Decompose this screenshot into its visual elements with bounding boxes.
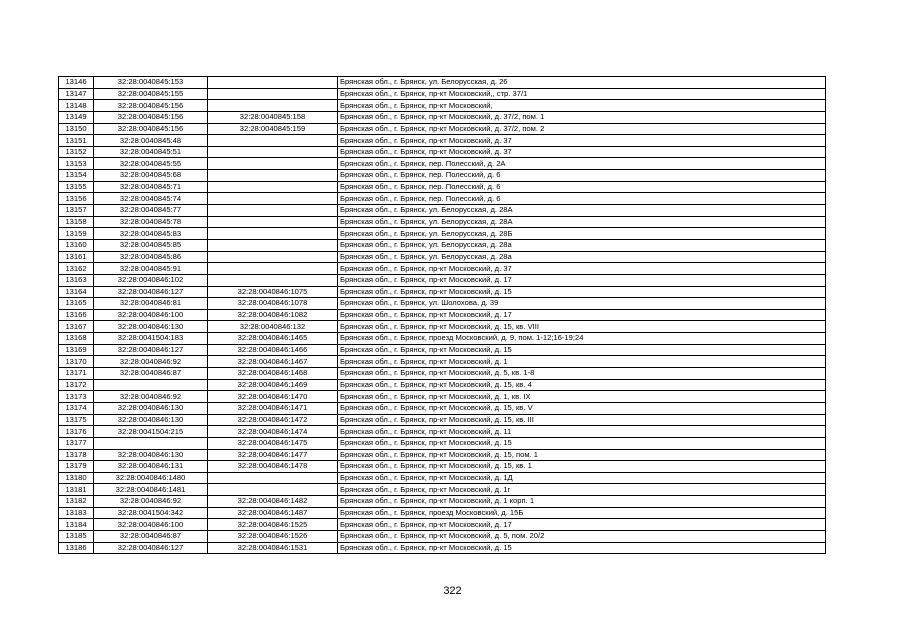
address-cell: Брянская обл., г. Брянск, пр-кт Московский, д. 15, пом. 1 [338, 449, 826, 461]
address-cell: Брянская обл., г. Брянск, пр-кт Московский, д. 37 [338, 263, 826, 275]
row-number-cell: 13159 [59, 228, 94, 240]
object-number-cell [208, 170, 338, 182]
object-number-cell: 32:28:0040846:1478 [208, 461, 338, 473]
object-number-cell: 32:28:0040846:1082 [208, 309, 338, 321]
object-number-cell: 32:28:0040846:1469 [208, 379, 338, 391]
table-row [59, 356, 826, 368]
page-number: 322 [443, 585, 462, 597]
table-row [59, 77, 826, 89]
table-row [59, 158, 826, 170]
parcel-number-cell: 32:28:0040845:83 [94, 228, 208, 240]
parcel-number-cell: 32:28:0040846:100 [94, 519, 208, 531]
object-number-cell: 32:28:0040846:1525 [208, 519, 338, 531]
row-number-cell: 13177 [59, 437, 94, 449]
object-number-cell [208, 77, 338, 89]
table-row [59, 181, 826, 193]
parcel-number-cell: 32:28:0040845:74 [94, 193, 208, 205]
parcel-number-cell: 32:28:0040845:55 [94, 158, 208, 170]
table-row [59, 496, 826, 508]
object-number-cell [208, 263, 338, 275]
table-row [59, 274, 826, 286]
address-cell: Брянская обл., г. Брянск, пр-кт Московский, д. 15, кв. V [338, 402, 826, 414]
object-number-cell [208, 484, 338, 496]
row-number-cell: 13178 [59, 449, 94, 461]
row-number-cell: 13151 [59, 135, 94, 147]
address-cell: Брянская обл., г. Брянск, пр-кт Московский, д. 5, кв. 1-8 [338, 368, 826, 380]
object-number-cell [208, 135, 338, 147]
object-number-cell [208, 88, 338, 100]
object-number-cell [208, 216, 338, 228]
parcel-number-cell: 32:28:0040846:81 [94, 298, 208, 310]
row-number-cell: 13186 [59, 542, 94, 554]
address-cell: Брянская обл., г. Брянск, пр-кт Московский, д. 37 [338, 135, 826, 147]
address-cell: Брянская обл., г. Брянск, ул. Белорусская, д. 28Б [338, 228, 826, 240]
address-cell: Брянская обл., г. Брянск, пр-кт Московский,, стр. 37/1 [338, 88, 826, 100]
row-number-cell: 13167 [59, 321, 94, 333]
table-row [59, 228, 826, 240]
table-row [59, 251, 826, 263]
address-cell: Брянская обл., г. Брянск, пр-кт Московский, д. 17 [338, 309, 826, 321]
table-row [59, 414, 826, 426]
parcel-number-cell: 32:28:0040845:77 [94, 205, 208, 217]
address-cell: Брянская обл., г. Брянск, пр-кт Московский, д. 37/2, пом. 1 [338, 111, 826, 123]
address-cell: Брянская обл., г. Брянск, проезд Московский, д. 9, пом. 1-12;16-19;24 [338, 333, 826, 345]
parcel-number-cell: 32:28:0040845:85 [94, 239, 208, 251]
registry-table [58, 76, 826, 554]
object-number-cell: 32:28:0040846:1078 [208, 298, 338, 310]
row-number-cell: 13173 [59, 391, 94, 403]
parcel-number-cell: 32:28:0040846:127 [94, 286, 208, 298]
address-cell: Брянская обл., г. Брянск, пр-кт Московский, д. 17 [338, 519, 826, 531]
parcel-number-cell: 32:28:0040845:48 [94, 135, 208, 147]
address-cell: Брянская обл., г. Брянск, пр-кт Московский, д. 1 [338, 356, 826, 368]
address-cell: Брянская обл., г. Брянск, пр-кт Московский, д. 5, пом. 20/2 [338, 530, 826, 542]
address-cell: Брянская обл., г. Брянск, пр-кт Московский, д. 15, кв. 1 [338, 461, 826, 473]
parcel-number-cell: 32:28:0040845:78 [94, 216, 208, 228]
row-number-cell: 13182 [59, 496, 94, 508]
parcel-number-cell: 32:28:0040846:87 [94, 368, 208, 380]
table-body [59, 77, 826, 554]
parcel-number-cell [94, 379, 208, 391]
object-number-cell: 32:28:0040846:1468 [208, 368, 338, 380]
address-cell: Брянская обл., г. Брянск, пр-кт Московский, д. 1г [338, 484, 826, 496]
object-number-cell [208, 193, 338, 205]
row-number-cell: 13170 [59, 356, 94, 368]
row-number-cell: 13160 [59, 239, 94, 251]
parcel-number-cell [94, 437, 208, 449]
row-number-cell: 13179 [59, 461, 94, 473]
object-number-cell: 32:28:0040846:1531 [208, 542, 338, 554]
object-number-cell: 32:28:0040846:1470 [208, 391, 338, 403]
address-cell: Брянская обл., г. Брянск, пр-кт Московский, д. 15 [338, 542, 826, 554]
table-row [59, 123, 826, 135]
address-cell: Брянская обл., г. Брянск, ул. Шолохова, д. 39 [338, 298, 826, 310]
parcel-number-cell: 32:28:0040846:92 [94, 391, 208, 403]
parcel-number-cell: 32:28:0041504:183 [94, 333, 208, 345]
address-cell: Брянская обл., г. Брянск, пр-кт Московский, д. 37/2, пом. 2 [338, 123, 826, 135]
row-number-cell: 13148 [59, 100, 94, 112]
row-number-cell: 13181 [59, 484, 94, 496]
object-number-cell: 32:28:0040846:1466 [208, 344, 338, 356]
table-row [59, 472, 826, 484]
row-number-cell: 13146 [59, 77, 94, 89]
table-row [59, 239, 826, 251]
parcel-number-cell: 32:28:0040845:156 [94, 111, 208, 123]
object-number-cell: 32:28:0040846:1467 [208, 356, 338, 368]
table-row [59, 111, 826, 123]
table-row [59, 484, 826, 496]
parcel-number-cell: 32:28:0040846:102 [94, 274, 208, 286]
object-number-cell: 32:28:0040846:1482 [208, 496, 338, 508]
table-row [59, 88, 826, 100]
row-number-cell: 13149 [59, 111, 94, 123]
row-number-cell: 13166 [59, 309, 94, 321]
row-number-cell: 13154 [59, 170, 94, 182]
table-row [59, 135, 826, 147]
object-number-cell [208, 205, 338, 217]
object-number-cell [208, 251, 338, 263]
address-cell: Брянская обл., г. Брянск, пер. Полесский, д. 6 [338, 193, 826, 205]
table-row [59, 402, 826, 414]
object-number-cell: 32:28:0040846:1487 [208, 507, 338, 519]
address-cell: Брянская обл., г. Брянск, пр-кт Московский, д. 15 [338, 286, 826, 298]
row-number-cell: 13174 [59, 402, 94, 414]
row-number-cell: 13169 [59, 344, 94, 356]
address-cell: Брянская обл., г. Брянск, пер. Полесский, д. 6 [338, 181, 826, 193]
table-row [59, 205, 826, 217]
row-number-cell: 13158 [59, 216, 94, 228]
table-row [59, 263, 826, 275]
parcel-number-cell: 32:28:0040845:156 [94, 100, 208, 112]
table-row [59, 449, 826, 461]
address-cell: Брянская обл., г. Брянск, ул. Белорусская, д. 28а [338, 239, 826, 251]
parcel-number-cell: 32:28:0040846:92 [94, 496, 208, 508]
parcel-number-cell: 32:28:0040845:86 [94, 251, 208, 263]
parcel-number-cell: 32:28:0040845:71 [94, 181, 208, 193]
address-cell: Брянская обл., г. Брянск, пр-кт Московский, д. 15 [338, 437, 826, 449]
parcel-number-cell: 32:28:0040846:1481 [94, 484, 208, 496]
row-number-cell: 13152 [59, 146, 94, 158]
table-row [59, 170, 826, 182]
table-row [59, 333, 826, 345]
table-row [59, 530, 826, 542]
row-number-cell: 13172 [59, 379, 94, 391]
row-number-cell: 13183 [59, 507, 94, 519]
table-row [59, 519, 826, 531]
address-cell: Брянская обл., г. Брянск, пр-кт Московский, д. 15 [338, 344, 826, 356]
address-cell: Брянская обл., г. Брянск, пр-кт Московский, д. 37 [338, 146, 826, 158]
row-number-cell: 13157 [59, 205, 94, 217]
table-row [59, 193, 826, 205]
object-number-cell: 32:28:0040846:1075 [208, 286, 338, 298]
object-number-cell [208, 100, 338, 112]
table-row [59, 368, 826, 380]
table-row [59, 507, 826, 519]
parcel-number-cell: 32:28:0041504:215 [94, 426, 208, 438]
object-number-cell: 32:28:0040846:132 [208, 321, 338, 333]
parcel-number-cell: 32:28:0040846:127 [94, 344, 208, 356]
object-number-cell: 32:28:0040846:1477 [208, 449, 338, 461]
parcel-number-cell: 32:28:0040846:131 [94, 461, 208, 473]
parcel-number-cell: 32:28:0040846:130 [94, 321, 208, 333]
address-cell: Брянская обл., г. Брянск, ул. Белорусская, д. 28а [338, 251, 826, 263]
table-row [59, 391, 826, 403]
object-number-cell [208, 228, 338, 240]
address-cell: Брянская обл., г. Брянск, пр-кт Московский, д. 17 [338, 274, 826, 286]
table-row [59, 216, 826, 228]
parcel-number-cell: 32:28:0041504:342 [94, 507, 208, 519]
row-number-cell: 13185 [59, 530, 94, 542]
object-number-cell: 32:28:0040846:1475 [208, 437, 338, 449]
row-number-cell: 13162 [59, 263, 94, 275]
parcel-number-cell: 32:28:0040846:92 [94, 356, 208, 368]
table-row [59, 542, 826, 554]
row-number-cell: 13153 [59, 158, 94, 170]
row-number-cell: 13155 [59, 181, 94, 193]
object-number-cell: 32:28:0040846:1471 [208, 402, 338, 414]
parcel-number-cell: 32:28:0040845:155 [94, 88, 208, 100]
row-number-cell: 13168 [59, 333, 94, 345]
parcel-number-cell: 32:28:0040846:127 [94, 542, 208, 554]
parcel-number-cell: 32:28:0040846:130 [94, 449, 208, 461]
table-row [59, 298, 826, 310]
object-number-cell: 32:28:0040845:158 [208, 111, 338, 123]
table-row [59, 146, 826, 158]
row-number-cell: 13175 [59, 414, 94, 426]
address-cell: Брянская обл., г. Брянск, пр-кт Московский, д. 15, кв. VIII [338, 321, 826, 333]
address-cell: Брянская обл., г. Брянск, пер. Полесский, д. 2А [338, 158, 826, 170]
object-number-cell: 32:28:0040846:1472 [208, 414, 338, 426]
parcel-number-cell: 32:28:0040846:1480 [94, 472, 208, 484]
row-number-cell: 13176 [59, 426, 94, 438]
table-row [59, 344, 826, 356]
address-cell: Брянская обл., г. Брянск, пр-кт Московский, д. 15, кв. 4 [338, 379, 826, 391]
parcel-number-cell: 32:28:0040845:51 [94, 146, 208, 158]
table-row [59, 461, 826, 473]
row-number-cell: 13161 [59, 251, 94, 263]
parcel-number-cell: 32:28:0040846:87 [94, 530, 208, 542]
row-number-cell: 13156 [59, 193, 94, 205]
table-row [59, 100, 826, 112]
row-number-cell: 13150 [59, 123, 94, 135]
parcel-number-cell: 32:28:0040845:156 [94, 123, 208, 135]
parcel-number-cell: 32:28:0040845:153 [94, 77, 208, 89]
address-cell: Брянская обл., г. Брянск, ул. Белорусская, д. 28А [338, 205, 826, 217]
row-number-cell: 13163 [59, 274, 94, 286]
table-row [59, 426, 826, 438]
table-row [59, 379, 826, 391]
address-cell: Брянская обл., г. Брянск, пр-кт Московский, [338, 100, 826, 112]
parcel-number-cell: 32:28:0040846:130 [94, 402, 208, 414]
row-number-cell: 13164 [59, 286, 94, 298]
object-number-cell [208, 181, 338, 193]
row-number-cell: 13180 [59, 472, 94, 484]
address-cell: Брянская обл., г. Брянск, ул. Белорусская, д. 28А [338, 216, 826, 228]
address-cell: Брянская обл., г. Брянск, пер. Полесский, д. 6 [338, 170, 826, 182]
table-row [59, 286, 826, 298]
row-number-cell: 13184 [59, 519, 94, 531]
object-number-cell [208, 146, 338, 158]
address-cell: Брянская обл., г. Брянск, проезд Московский, д. 15Б [338, 507, 826, 519]
row-number-cell: 13147 [59, 88, 94, 100]
address-cell: Брянская обл., г. Брянск, пр-кт Московский, д. 11 [338, 426, 826, 438]
address-cell: Брянская обл., г. Брянск, пр-кт Московский, д. 15, кв. III [338, 414, 826, 426]
address-cell: Брянская обл., г. Брянск, пр-кт Московский, д. 1 корп. 1 [338, 496, 826, 508]
parcel-number-cell: 32:28:0040846:100 [94, 309, 208, 321]
table-row [59, 437, 826, 449]
object-number-cell: 32:28:0040846:1526 [208, 530, 338, 542]
address-cell: Брянская обл., г. Брянск, ул. Белорусская, д. 26 [338, 77, 826, 89]
table-row [59, 309, 826, 321]
object-number-cell: 32:28:0040846:1474 [208, 426, 338, 438]
object-number-cell [208, 472, 338, 484]
address-cell: Брянская обл., г. Брянск, пр-кт Московский, д. 1, кв. IX [338, 391, 826, 403]
object-number-cell: 32:28:0040846:1465 [208, 333, 338, 345]
object-number-cell: 32:28:0040845:159 [208, 123, 338, 135]
object-number-cell [208, 158, 338, 170]
row-number-cell: 13165 [59, 298, 94, 310]
object-number-cell [208, 239, 338, 251]
table-row [59, 321, 826, 333]
parcel-number-cell: 32:28:0040846:130 [94, 414, 208, 426]
parcel-number-cell: 32:28:0040845:68 [94, 170, 208, 182]
row-number-cell: 13171 [59, 368, 94, 380]
address-cell: Брянская обл., г. Брянск, пр-кт Московский, д. 1Д [338, 472, 826, 484]
parcel-number-cell: 32:28:0040845:91 [94, 263, 208, 275]
object-number-cell [208, 274, 338, 286]
